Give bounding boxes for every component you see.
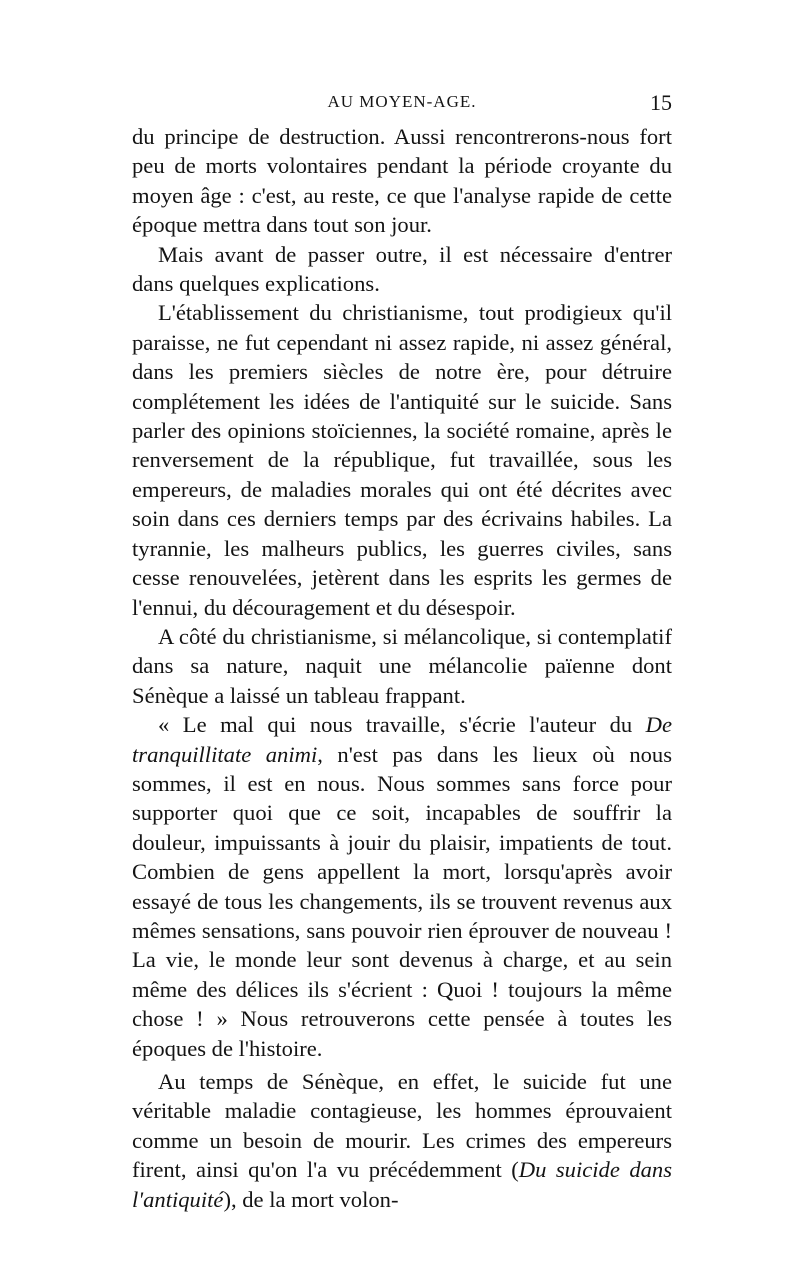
quote-text-start: « Le mal qui nous travaille, s'écrie l'auteur du (158, 712, 646, 738)
running-head: AU MOYEN-AGE. (327, 92, 477, 111)
paragraph-3: L'établissement du christianisme, tout prodigieux qu'il paraisse, ne fut cependant ni assez rapide, ni assez général, dans les premiers siècles de notre ère, pour détruire complétement les idées de l'antiquité sur le suicide. Sans parler des opinions stoïciennes, la société romaine, après le renversement de la république, fut travaillée, sous les empereurs, de maladies morales qui ont été décrites avec soin dans ces derniers temps par des écrivains habiles. La tyrannie, les malheurs publics, les guerres civiles, sans cesse renouvelées, jetèrent dans les esprits les germes de l'ennui, du découragement et du désespoir. (132, 300, 672, 620)
paragraph-2: Mais avant de passer outre, il est nécessaire d'entrer dans quelques explications. (132, 241, 672, 297)
paragraph-5-quotation (132, 710, 672, 1063)
book-title-italic: De tranquillitate animi (132, 712, 672, 767)
body-text (132, 122, 672, 1214)
paragraph-6-end: ), de la mort volon- (223, 1186, 399, 1212)
paragraph-6 (132, 1067, 672, 1214)
paragraph-4: A côté du christianisme, si mélancolique, si contemplatif dans sa nature, naquit une mélancolie païenne dont Sénèque a laissé un tableau frappant. (132, 623, 672, 708)
quote-text-end: , n'est pas dans les lieux où nous sommes, il est en nous. Nous sommes sans force pour supporter quoi que ce soit, incapables de souffrir la douleur, impuissants à jouir du plaisir, impatients de tout. Combien de gens appellent la mort, lorsqu'après avoir essayé de tous les changements, ils se trouvent revenus aux mêmes sensations, sans pouvoir rien éprouver de nouveau ! La vie, le monde leur sont devenus à charge, et au sein même des délices ils s'écrient : Quoi ! toujours la même chose ! » Nous retrouverons cette pensée à toutes les époques de l'histoire. (132, 741, 673, 1061)
paragraph-6-start: Au temps de Sénèque, en effet, le suicide fut une véritable maladie contagieuse, les hommes éprouvaient comme un besoin de mourir. Les crimes des empereurs firent, ainsi qu'on l'a vu précédemment ( (132, 1069, 672, 1183)
page-number: 15 (650, 90, 672, 115)
book-page (132, 92, 672, 1214)
page-header (132, 92, 672, 122)
paragraph-1: du principe de destruction. Aussi rencontrerons-nous fort peu de morts volontaires pendant la période croyante du moyen âge : c'est, au reste, ce que l'analyse rapide de cette époque mettra dans tout son jour. (132, 124, 672, 238)
cross-reference-italic: Du suicide dans l'antiquité (132, 1157, 673, 1212)
